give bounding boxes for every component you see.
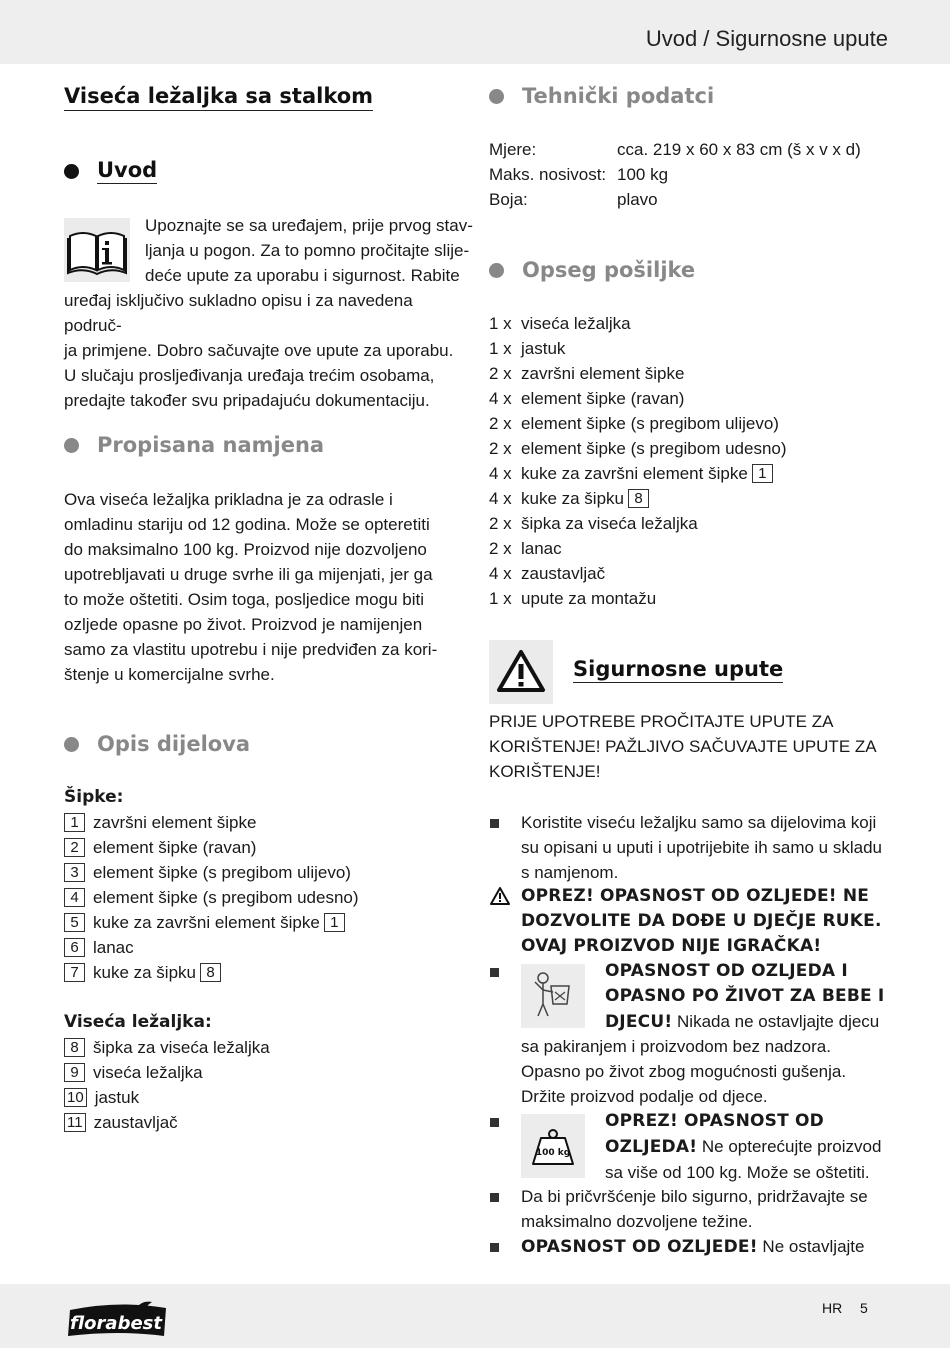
language-code: HR (822, 1300, 843, 1316)
part-name: element šipke (ravan) (93, 838, 257, 857)
section-title: Tehnički podatci (522, 84, 715, 108)
intro-text-b (64, 288, 474, 413)
bullet-dot-icon (489, 263, 504, 278)
section-title: Propisana namjena (97, 433, 325, 457)
parts-row (64, 860, 464, 885)
scope-item (489, 311, 889, 336)
parts-row (64, 1110, 464, 1135)
safety-item-weight (521, 1184, 901, 1234)
text-line: ja primjene. Dobro sačuvajte ove upute za uporabu. (64, 341, 454, 360)
part-name: kuke za završni element šipke (93, 913, 320, 932)
spec-label: Maks. nosivost: (489, 165, 607, 184)
scope-name: šipka za viseća ležaljka (521, 514, 698, 533)
scope-item (489, 386, 889, 411)
text-line: sa više od 100 kg. Može se oštetiti. (605, 1163, 870, 1182)
text-line: maksimalno dozvoljene težine. (521, 1212, 753, 1231)
purpose-text (64, 487, 464, 687)
scope-item (489, 411, 889, 436)
text-line: DOZVOLITE DA DOĐE U DJEČJE RUKE. (521, 911, 882, 931)
part-number: 4 (64, 888, 85, 907)
scope-item (489, 436, 889, 461)
parts-row (64, 960, 464, 985)
scope-qty: 2 x (489, 364, 512, 383)
bullet-dot-icon (64, 737, 79, 752)
text-line: DJECU! (605, 1012, 673, 1032)
section-purpose-heading (64, 433, 324, 457)
scope-name: element šipke (ravan) (521, 389, 685, 408)
child-danger-icon (521, 964, 585, 1028)
section-intro-heading (64, 158, 157, 184)
scope-qty: 1 x (489, 339, 512, 358)
scope-item (489, 361, 889, 386)
scope-list (489, 311, 889, 611)
part-number: 8 (64, 1038, 85, 1057)
scope-name: element šipke (s pregibom ulijevo) (521, 414, 779, 433)
parts-row (64, 935, 464, 960)
scope-item (489, 486, 889, 511)
scope-qty: 4 x (489, 489, 512, 508)
scope-qty: 2 x (489, 539, 512, 558)
scope-item (489, 536, 889, 561)
text-line: Nikada ne ostavljajte djecu (672, 1012, 880, 1031)
safety-item-load (605, 1109, 905, 1185)
part-name: zaustavljač (93, 1113, 178, 1132)
part-name: viseća ležaljka (93, 1063, 203, 1082)
safety-caps-notice (489, 709, 899, 784)
brand-logo (66, 1300, 170, 1344)
parts-list (64, 785, 464, 1135)
logo-text: florabest (70, 1313, 162, 1334)
scope-name: kuke za završni element šipke (521, 464, 748, 483)
text-line: U slučaju prosljeđivanja uređaja trećim osobama, (64, 366, 435, 385)
part-name: element šipke (s pregibom ulijevo) (93, 863, 351, 882)
scope-name: jastuk (521, 339, 566, 358)
text-line: su opisani u uputi i upotrijebite ih samo u skladu (521, 838, 882, 857)
part-name: kuke za šipku (93, 963, 196, 982)
text-line: Da bi pričvršćenje bilo sigurno, pridržavajte se (521, 1187, 868, 1206)
scope-item (489, 561, 889, 586)
part-number: 1 (64, 813, 85, 832)
part-ref: 1 (324, 913, 345, 932)
text-line: sa pakiranjem i proizvodom bez nadzora. (521, 1037, 831, 1056)
bullet-dot-icon (489, 89, 504, 104)
text-line: Ne ostavljajte (757, 1237, 865, 1256)
parts-row (64, 1060, 464, 1085)
scope-qty: 1 x (489, 589, 512, 608)
text-line: KORIŠTENJE! PAŽLJIVO SAČUVAJTE UPUTE ZA (489, 737, 877, 756)
part-name: element šipke (s pregibom udesno) (93, 888, 359, 907)
text-line: štenje u komercijalne svrhe. (64, 665, 275, 684)
part-number: 3 (64, 863, 85, 882)
part-name: lanac (93, 938, 134, 957)
text-line: do maksimalno 100 kg. Proizvod nije dozvoljeno (64, 540, 427, 559)
text-line: Ne opterećujte proizvod (697, 1137, 882, 1156)
part-number: 6 (64, 938, 85, 957)
part-number: 11 (64, 1113, 86, 1132)
scope-qty: 4 x (489, 389, 512, 408)
spec-value: plavo (617, 190, 658, 209)
scope-name: element šipke (s pregibom udesno) (521, 439, 787, 458)
spec-label: Mjere: (489, 140, 537, 159)
spec-row (489, 162, 889, 187)
scope-name: zaustavljač (521, 564, 606, 583)
scope-name: upute za montažu (521, 589, 657, 608)
text-line: to može oštetiti. Osim toga, posljedice mogu biti (64, 590, 424, 609)
text-line: uređaj isključivo sukladno opisu i za navedena područ- (64, 291, 413, 335)
part-number: 2 (64, 838, 85, 857)
text-line: omladinu stariju od 12 godina. Može se opteretiti (64, 515, 430, 534)
text-line: OPASNOST OD OZLJEDA I (605, 961, 848, 981)
text-line: Držite proizvod podalje od djece. (521, 1087, 768, 1106)
bullet-square-icon (490, 819, 499, 828)
part-number: 9 (64, 1063, 85, 1082)
text-line: predajte također svu pripadajuću dokumentaciju. (64, 391, 430, 410)
intro-text-a (145, 213, 475, 288)
bullet-dot-icon (64, 164, 79, 179)
text-line: deće upute za uporabu i sigurnost. Rabite (145, 266, 460, 285)
parts-row (64, 835, 464, 860)
safety-heading: Sigurnosne upute (573, 657, 784, 681)
spec-value: 100 kg (617, 165, 669, 184)
section-scope-heading (489, 258, 695, 282)
parts-row (64, 1085, 464, 1110)
bullet-square-icon (490, 1243, 499, 1252)
bullet-square-icon (490, 1193, 499, 1202)
safety-item-injury (521, 1234, 901, 1260)
scope-qty: 2 x (489, 514, 512, 533)
scope-item (489, 336, 889, 361)
max-load-icon (521, 1114, 585, 1178)
text-line: samo za vlastitu upotrebu i nije predviđen za kori- (64, 640, 438, 659)
scope-item (489, 586, 889, 611)
scope-name: lanac (521, 539, 562, 558)
parts-group-title: Viseća ležaljka: (64, 1012, 212, 1032)
text-line: OVAJ PROIZVOD NIJE IGRAČKA! (521, 936, 822, 956)
text-line: OPREZ! OPASNOST OD (605, 1111, 824, 1131)
part-number: 10 (64, 1088, 87, 1107)
scope-item (489, 511, 889, 536)
part-ref: 8 (200, 963, 221, 982)
text-line: KORIŠTENJE! (489, 762, 601, 781)
safety-item-parts (521, 810, 901, 885)
bullet-dot-icon (64, 438, 79, 453)
section-title: Opseg pošiljke (522, 258, 696, 282)
parts-group-title: Šipke: (64, 787, 124, 807)
parts-row (64, 1035, 464, 1060)
page-number: 5 (860, 1300, 868, 1316)
safety-item-children-body (521, 1034, 901, 1109)
spec-label: Boja: (489, 190, 528, 209)
scope-qty: 2 x (489, 414, 512, 433)
scope-qty: 4 x (489, 464, 512, 483)
part-name: jastuk (94, 1088, 140, 1107)
text-line: OPASNO PO ŽIVOT ZA BEBE I (605, 986, 885, 1006)
parts-row (64, 885, 464, 910)
parts-row (64, 810, 464, 835)
page-header (0, 0, 950, 64)
part-number: 5 (64, 913, 85, 932)
spec-row (489, 187, 889, 212)
scope-name: završni element šipke (521, 364, 685, 383)
part-name: šipka za viseća ležaljka (93, 1038, 270, 1057)
text-line: upotrebljavati u druge svrhe ili ga mijenjati, jer ga (64, 565, 433, 584)
spec-row (489, 137, 889, 162)
document-title: Viseća ležaljka sa stalkom (64, 84, 373, 111)
scope-name: kuke za šipku (521, 489, 624, 508)
tech-specs (489, 137, 889, 212)
section-tech-heading (489, 84, 714, 108)
part-number: 7 (64, 963, 85, 982)
section-parts-heading (64, 732, 250, 756)
section-title: Opis dijelova (97, 732, 251, 756)
child-warning (521, 884, 921, 959)
small-warning-icon (489, 886, 511, 910)
text-line: Koristite viseću ležaljku samo sa dijelovima koji (521, 813, 877, 832)
parts-row (64, 910, 464, 935)
safety-item-children-head (605, 959, 905, 1035)
part-ref: 8 (628, 489, 649, 508)
text-line: Ova viseća ležaljka prikladna je za odrasle i (64, 490, 393, 509)
spec-value: cca. 219 x 60 x 83 cm (š x v x d) (617, 140, 861, 159)
text-line: s namjenom. (521, 863, 619, 882)
scope-qty: 4 x (489, 564, 512, 583)
section-title: Uvod (97, 158, 158, 182)
scope-name: viseća ležaljka (521, 314, 631, 333)
text-line: OPASNOST OD OZLJEDE! (521, 1237, 758, 1257)
part-ref: 1 (752, 464, 773, 483)
bullet-square-icon (490, 968, 499, 977)
bullet-square-icon (490, 1118, 499, 1127)
text-line: OPREZ! OPASNOST OD OZLJEDE! NE (521, 886, 870, 906)
text-line: OZLJEDA! (605, 1137, 698, 1157)
text-line: ozljede opasne po život. Proizvod je namijenjen (64, 615, 423, 634)
warning-triangle-icon (489, 640, 553, 704)
text-line: PRIJE UPOTREBE PROČITAJTE UPUTE ZA (489, 712, 834, 731)
weight-label: 100 kg (535, 1148, 571, 1158)
scope-item (489, 461, 889, 486)
text-line: ljanja u pogon. Za to pomno pročitajte slije- (145, 241, 470, 260)
header-title: Uvod / Sigurnosne upute (645, 26, 888, 51)
text-line: Upoznajte se sa uređajem, prije prvog stav- (145, 216, 473, 235)
text-line: Opasno po život zbog mogućnosti gušenja. (521, 1062, 847, 1081)
scope-qty: 1 x (489, 314, 512, 333)
scope-qty: 2 x (489, 439, 512, 458)
info-book-icon (64, 218, 130, 282)
part-name: završni element šipke (93, 813, 257, 832)
